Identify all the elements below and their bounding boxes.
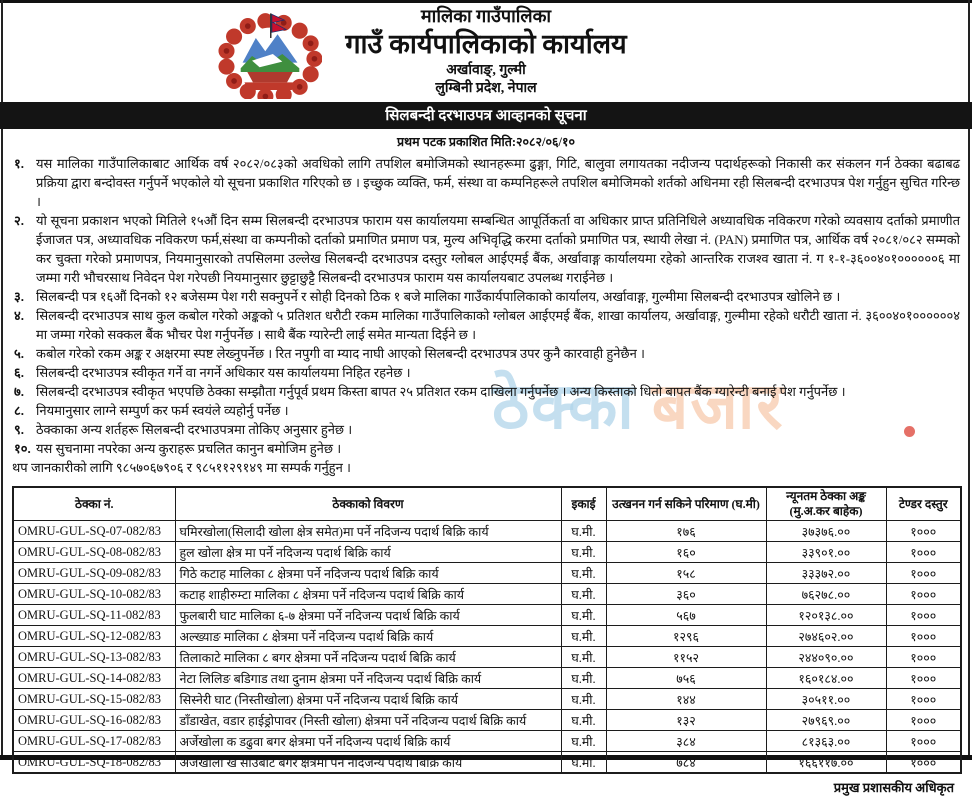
notice-item — [12, 382, 960, 401]
cell-min-amount: ७६२७८.०० — [766, 584, 886, 605]
notice-item-number: ७. — [14, 383, 25, 399]
notice-item-number: ८. — [14, 402, 25, 418]
notice-item-number: ५. — [14, 345, 25, 361]
cell-tender-fee: १००० — [886, 584, 961, 605]
cell-tender-fee: १००० — [886, 731, 961, 752]
cell-tender-fee: १००० — [886, 668, 961, 689]
cell-quantity: ७५६ — [606, 668, 766, 689]
notice-item — [12, 363, 960, 382]
col-header-description: ठेक्काको विवरण — [175, 487, 561, 521]
cell-unit: घ.मी. — [561, 626, 606, 647]
cell-min-amount: १२०१३८.०० — [766, 605, 886, 626]
cell-min-amount: ३३३७२.०० — [766, 563, 886, 584]
notice-item-number: ३. — [14, 288, 25, 304]
cell-min-amount: ८१३६३.०० — [766, 731, 886, 752]
cell-description: डाँडाखेत, वडार हाईड्रोपावर (निस्ती खोला) क्षेत्रमा पर्ने नदिजन्य पदार्थ बिक्रि कार्य — [175, 710, 561, 731]
notice-item-text: यस मालिका गाउँपालिकाबाट आर्थिक वर्ष २०८२/०८३को अवधिको लागि तपशिल बमोजिमको स्थानहरूमा ढुङ्गा, गिटि, बालुवा लगायतका नदीजन्य पदार्थहरूको निकासी कर संकलन गर्न ठेक्का बढाबढ प्रक्रिया द्वारा बन्दोवस्त गर्नुपर्ने भएकोले यो सूचना प्रकाशित गरिएको छ । इच्छुक व्यक्ति, फर्म, संस्था वा कम्पनिहरूले तपशिल बमोजिमको शर्तको अधिनमा रही सिलबन्दी दरभाउपत्र पेश गर्नुहुन सुचित गरिन्छ । — [36, 155, 960, 209]
cell-tender-fee: १००० — [886, 710, 961, 731]
notice-item-text: सिलबन्दी पत्र १६औं दिनको १२ बजेसम्म पेश गरी सक्नुपर्ने र सोही दिनको ठिक १ बजे मालिका गाउँकार्यपालिकाको कार्यालय, अर्खावाङ्ग, गुल्मीमा सिलबन्दी दरभाउपत्र खोलिने छ । — [36, 288, 841, 304]
cell-description: फुलबारी घाट मालिका ६-७ क्षेत्रमा पर्ने नदिजन्य पदार्थ बिक्रि कार्य — [175, 605, 561, 626]
table-row — [13, 584, 961, 605]
notice-item-number: १. — [14, 155, 25, 171]
table-row — [13, 731, 961, 752]
notice-item-number: २. — [14, 212, 25, 228]
cell-min-amount: १६६११७.०० — [766, 752, 886, 773]
cell-min-amount: २४४०९०.०० — [766, 647, 886, 668]
cell-min-amount: १६०१८४.०० — [766, 668, 886, 689]
table-row — [13, 752, 961, 773]
cell-unit: घ.मी. — [561, 563, 606, 584]
table-row — [13, 668, 961, 689]
notice-item-number: १०. — [14, 440, 31, 456]
notice-item-number: ४. — [14, 307, 25, 323]
notice-item — [12, 439, 960, 458]
cell-tender-fee: १००० — [886, 563, 961, 584]
table-header-row — [13, 487, 961, 521]
col-header-min-amount: न्यूनतम ठेक्का अङ्क (मु.अ.कर बाहेक) — [766, 487, 886, 521]
cell-quantity: १६० — [606, 542, 766, 563]
cell-tender-fee: १००० — [886, 626, 961, 647]
cell-description: सिस्नेरी घाट (निस्तीखोला) क्षेत्रमा पर्ने नदिजन्य पदार्थ बिक्रि कार्य — [175, 689, 561, 710]
notice-list — [12, 154, 960, 458]
cell-quantity: ११५२ — [606, 647, 766, 668]
cell-description: अर्जेखोला ख साउबोट बगर क्षेत्रमा पर्ने नदिजन्य पदार्थ बिक्रि कार्य — [175, 752, 561, 773]
cell-description: अल्ख्याङ मालिका ८ क्षेत्रमा पर्ने नदिजन्य पदार्थ बिक्रि कार्य — [175, 626, 561, 647]
cell-min-amount: २७९६९.०० — [766, 710, 886, 731]
cell-tender-fee: १००० — [886, 542, 961, 563]
col-header-unit: इकाई — [561, 487, 606, 521]
cell-contract-no: OMRU-GUL-SQ-14-082/83 — [13, 668, 175, 689]
cell-description: घमिरखोला(सिलादी खोला क्षेत्र समेत)मा पर्ने नदिजन्य पदार्थ बिक्रि कार्य — [175, 521, 561, 542]
cell-min-amount: २७४६०२.०० — [766, 626, 886, 647]
notice-item-text: कबोल गरेको रकम अङ्क र अक्षरमा स्पष्ट लेख्नुपर्नेछ । रित नपुगी वा म्याद नाघी आएको सिलबन्दी दरभाउपत्र उपर कुनै कारवाही हुनेछैन । — [36, 345, 645, 361]
cell-description: गिठे कटाह मालिका ८ क्षेत्रमा पर्ने नदिजन्य पदार्थ बिक्रि कार्य — [175, 563, 561, 584]
notice-item-text: यो सूचना प्रकाशन भएको मितिले १५औं दिन सम्म सिलबन्दी दरभाउपत्र फाराम यस कार्यालयमा सम्बन्धित आपूर्तिकर्ता वा अधिकार प्राप्त प्रतिनिधिले अध्यावधिक नविकरण गरेको व्यवसाय दर्ताको प्रमाणीत ईजाजत पत्र, अध्यावधिक नविकरण फर्म,संस्था वा कम्पनीको दर्ताको प्रमाणित प्रमाण पत्र, मुल्य अभिवृद्धि करमा दर्ताको प्रमाणित पत्र, स्थायी लेखा नं. (PAN) प्रमाणित पत्र, आर्थिक वर्ष २०८१/०८२ सम्मको कर चुक्ता गरेको प्रमाणपत्र, नियमानुसारको तपसिलमा उल्लेख सिलबन्दी दरभाउपत्र दस्तुर ग्लोबल आईएमई बैंक, अर्खावाङ्ग कार्यालयमा रहेको आन्तरिक राजश्व खाता नं. ग १-१-३६००४०१००००००६ मा जम्मा गरी भौचरसाथ निवेदन पेश गरेपछी नियमानुसार छुट्टाछुट्टै सिलबन्दी दरभाउपत्र फाराम यस कार्यालयबाट उपलब्ध गराईनेछ । — [36, 212, 960, 285]
cell-min-amount: ३३९०१.०० — [766, 542, 886, 563]
table-row — [13, 605, 961, 626]
municipality-name: मालिका गाउँपालिका — [420, 6, 552, 26]
cell-quantity: १२९६ — [606, 626, 766, 647]
table-row — [13, 542, 961, 563]
notice-item — [12, 211, 960, 287]
office-address: अर्खावाङ्, गुल्मी — [446, 62, 526, 78]
col-header-contract-no: ठेक्का नं. — [13, 487, 175, 521]
cell-contract-no: OMRU-GUL-SQ-17-082/83 — [13, 731, 175, 752]
cell-description: तिलाकाटे मालिका ८ बगर क्षेत्रमा पर्ने नदिजन्य पदार्थ बिक्रि कार्य — [175, 647, 561, 668]
table-row — [13, 689, 961, 710]
table-row — [13, 647, 961, 668]
col-header-quantity: उत्खनन गर्न सकिने परिमाण (घ.मी) — [606, 487, 766, 521]
cell-unit: घ.मी. — [561, 710, 606, 731]
notice-item — [12, 287, 960, 306]
notice-item-text: सिलबन्दी दरभाउपत्र साथ कुल कबोल गरेको अङ्कको ५ प्रतिशत धरौटी रकम मालिका गाउँपालिकाको ग्लोबल आईएमई बैंक, शाखा कार्यालय, अर्खावाङ्ग, गुल्मीमा रहेको धरौटी खाता नं. ३६००४०१००००००४ मा जम्मा गरेको सक्कल बैंक भौचर पेश गर्नुपर्नेछ । साथै बैंक ग्यारेन्टी लाई समेत मान्यता दिईने छ । — [36, 307, 960, 342]
signatory-title: प्रमुख प्रशासकीय अधिकृत — [833, 779, 954, 795]
cell-unit: घ.मी. — [561, 668, 606, 689]
notice-item — [12, 420, 960, 439]
cell-unit: घ.मी. — [561, 584, 606, 605]
table-row — [13, 626, 961, 647]
notice-item — [12, 306, 960, 344]
cell-description: कटाह शाहीरुम्टा मालिका ८ क्षेत्रमा पर्ने नदिजन्य पदार्थ बिक्रि कार्य — [175, 584, 561, 605]
notice-item-text: सिलबन्दी दरभाउपत्र स्वीकृत गर्ने वा नगर्ने अधिकार यस कार्यालयमा निहित रहनेछ । — [36, 364, 411, 380]
cell-quantity: १५८ — [606, 563, 766, 584]
notice-item — [12, 344, 960, 363]
cell-min-amount: ३७३७६.०० — [766, 521, 886, 542]
cell-tender-fee: १००० — [886, 521, 961, 542]
notice-item-number: ६. — [14, 364, 25, 380]
cell-unit: घ.मी. — [561, 605, 606, 626]
cell-contract-no: OMRU-GUL-SQ-18-082/83 — [13, 752, 175, 773]
cell-unit: घ.मी. — [561, 752, 606, 773]
cell-quantity: १३२ — [606, 710, 766, 731]
notice-item-number: ९. — [14, 421, 25, 437]
notice-item — [12, 154, 960, 211]
watermark-word-2: बजार — [651, 371, 785, 442]
cell-min-amount: ३०५११.०० — [766, 689, 886, 710]
col-header-tender-fee: टेण्डर दस्तुर — [886, 487, 961, 521]
cell-contract-no: OMRU-GUL-SQ-09-082/83 — [13, 563, 175, 584]
notice-item-text: ठेक्काका अन्य शर्तहरू सिलबन्दी दरभाउपत्रमा तोकिए अनुसार हुनेछ । — [36, 421, 353, 437]
contact-line: थप जानकारीको लागि ९८५७०६७९०६ र ९८५११२९१४९ मा सम्पर्क गर्नुहुन । — [12, 459, 351, 475]
notice-item-text: नियमानुसार लाग्ने सम्पुर्ण कर फर्म स्वयंले व्यहोर्नु पर्नेछ । — [36, 402, 289, 418]
notice-item-text: सिलबन्दी दरभाउपत्र स्वीकृत भएपछि ठेक्का सम्झौता गर्नुपूर्व प्रथम किस्ता बापत २५ प्रतिशत रकम दाखिला गर्नुपर्नेछ । अन्य किस्ताको धितो बापत बैंक ग्यारेन्टी बनाई पेश गर्नुपर्नेछ । — [36, 383, 846, 399]
cell-quantity: १४४ — [606, 689, 766, 710]
published-date: प्रथम पटक प्रकाशित मिति:२०८२/०६/१० — [397, 134, 575, 149]
letterhead — [12, 6, 960, 97]
cell-unit: घ.मी. — [561, 647, 606, 668]
cell-quantity: ५६७ — [606, 605, 766, 626]
tender-table — [12, 486, 962, 774]
watermark-word-1: ठेक्का — [492, 371, 636, 442]
tender-table-body — [13, 521, 961, 773]
cell-description: अर्जेखोला क डढुवा बगर क्षेत्रमा पर्ने नदिजन्य पदार्थ बिक्रि कार्य — [175, 731, 561, 752]
cell-quantity: १७६ — [606, 521, 766, 542]
cell-quantity: ७८४ — [606, 752, 766, 773]
table-row — [13, 710, 961, 731]
cell-tender-fee: १००० — [886, 647, 961, 668]
office-name: गाउँ कार्यपालिकाको कार्यालय — [345, 28, 627, 59]
cell-contract-no: OMRU-GUL-SQ-08-082/83 — [13, 542, 175, 563]
cell-tender-fee: १००० — [886, 752, 961, 773]
cell-quantity: ३६० — [606, 584, 766, 605]
cell-contract-no: OMRU-GUL-SQ-11-082/83 — [13, 605, 175, 626]
notice-item — [12, 401, 960, 420]
cell-description: हुल खोला क्षेत्र मा पर्ने नदिजन्य पदार्थ बिक्रि कार्य — [175, 542, 561, 563]
cell-contract-no: OMRU-GUL-SQ-07-082/83 — [13, 521, 175, 542]
cell-quantity: ३८४ — [606, 731, 766, 752]
cell-unit: घ.मी. — [561, 542, 606, 563]
cell-contract-no: OMRU-GUL-SQ-13-082/83 — [13, 647, 175, 668]
cell-unit: घ.मी. — [561, 521, 606, 542]
cell-unit: घ.मी. — [561, 731, 606, 752]
cell-contract-no: OMRU-GUL-SQ-10-082/83 — [13, 584, 175, 605]
cell-tender-fee: १००० — [886, 689, 961, 710]
cell-contract-no: OMRU-GUL-SQ-12-082/83 — [13, 626, 175, 647]
province-line: लुम्बिनी प्रदेश, नेपाल — [435, 80, 537, 96]
cell-contract-no: OMRU-GUL-SQ-15-082/83 — [13, 689, 175, 710]
cell-tender-fee: १००० — [886, 605, 961, 626]
table-row — [13, 563, 961, 584]
notice-title-bar: सिलबन्दी दरभाउपत्र आव्हानको सूचना — [0, 102, 972, 129]
cell-description: नेटा लिलिङ बडिगाड तथा दुनाम क्षेत्रमा पर्ने नदिजन्य पदार्थ बिक्रि कार्य — [175, 668, 561, 689]
cell-unit: घ.मी. — [561, 689, 606, 710]
table-row — [13, 521, 961, 542]
cell-contract-no: OMRU-GUL-SQ-16-082/83 — [13, 710, 175, 731]
notice-item-text: यस सुचनामा नपरेका अन्य कुराहरू प्रचलित कानुन बमोजिम हुनेछ । — [36, 440, 342, 456]
